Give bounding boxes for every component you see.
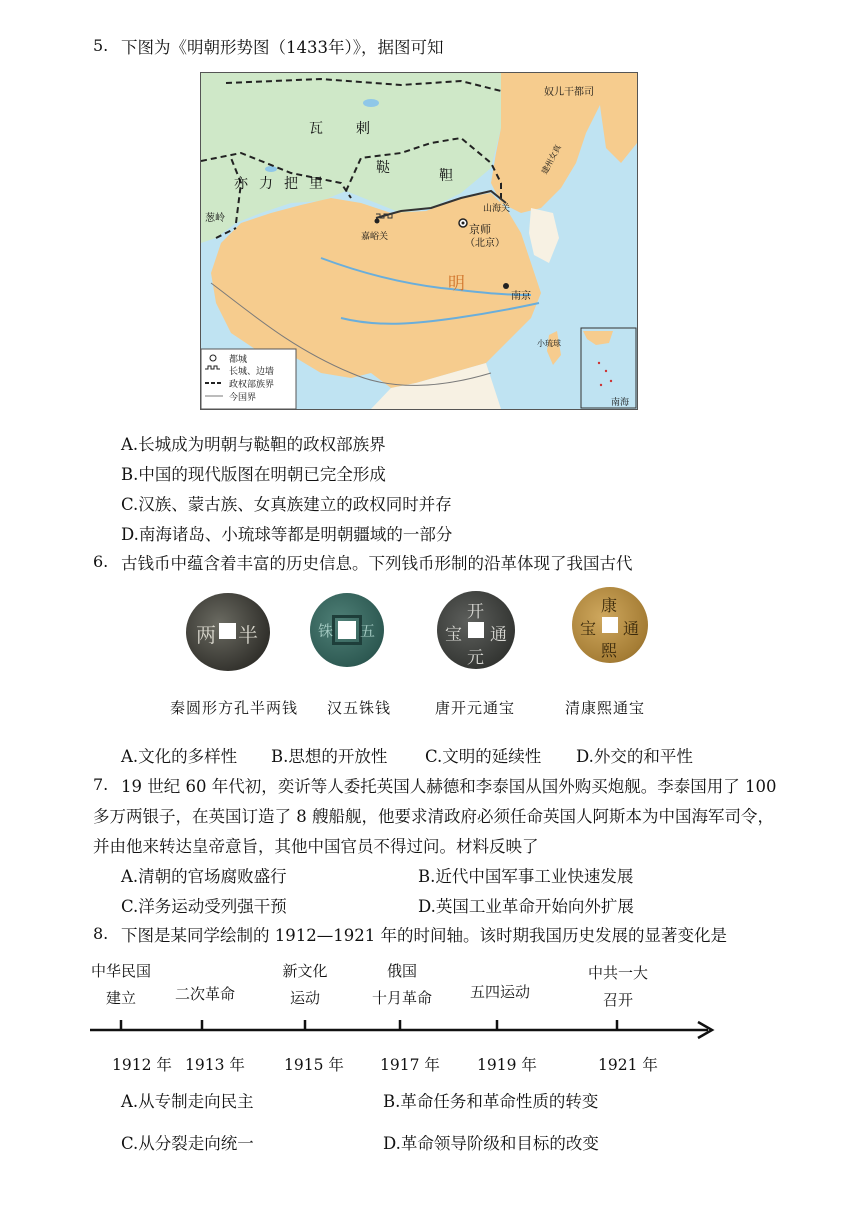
map-label-nanjing: 南京	[511, 291, 531, 302]
coin-label-han: 汉五铢钱	[327, 699, 392, 717]
coin-qing-glyph-right: 通	[623, 619, 640, 638]
q7-option-b[interactable]: B.近代中国军事工业快速发展	[418, 867, 634, 886]
timeline-event-1912-line2: 建立	[105, 989, 136, 1007]
map-label-xiaoliuqiu: 小琉球	[537, 339, 561, 348]
legend-wall-label: 长城、边墙	[229, 367, 275, 377]
timeline-year-1921: 1921 年	[598, 1056, 658, 1074]
map-label-congling: 葱岭	[205, 213, 225, 224]
timeline-year-1915: 1915 年	[284, 1056, 344, 1074]
q7-option-a[interactable]: A.清朝的官场腐败盛行	[121, 867, 287, 886]
timeline-event-1919	[460, 956, 540, 1006]
timeline-event-1912-line1: 中华民国	[90, 962, 151, 980]
map-label-ming: 明	[448, 274, 465, 294]
q7-option-c[interactable]: C.洋务运动受列强干预	[121, 897, 287, 916]
q5-number: 5.	[93, 36, 109, 55]
q5-option-c[interactable]: C.汉族、蒙古族、女真族建立的政权同时并存	[121, 495, 452, 514]
q8-option-d[interactable]: D.革命领导阶级和目标的改变	[383, 1134, 599, 1153]
coin-label-tang: 唐开元通宝	[435, 699, 516, 717]
coin-qin-glyph-left: 两	[196, 623, 216, 647]
coin-tang-glyph-top: 开	[467, 602, 484, 622]
q5-option-a[interactable]: A.长城成为明朝与鞑靼的政权部族界	[121, 435, 386, 454]
q8-option-a[interactable]: A.从专制走向民主	[121, 1092, 254, 1111]
q8-number: 8.	[93, 924, 109, 943]
map-label-yili-3: 把	[284, 176, 298, 192]
map-label-wala-2: 剌	[356, 121, 370, 137]
q8-option-c[interactable]: C.从分裂走向统一	[121, 1134, 254, 1153]
map-label-jiayuguan: 嘉峪关	[361, 232, 389, 242]
map-label-shanhaiguan: 山海关	[483, 204, 511, 214]
coin-qing-glyph-bottom: 熙	[601, 641, 618, 660]
q6-option-a[interactable]: A.文化的多样性	[121, 747, 238, 766]
timeline-event-1921-line2: 召开	[602, 991, 633, 1009]
timeline-event-1915-line2: 运动	[289, 989, 320, 1007]
map-label-jingshi: 京师	[469, 223, 491, 236]
legend-boundary-label: 政权部族界	[229, 380, 275, 390]
q7-line-2: 多万两银子，在英国订造了 8 艘船舰，他要求清政府必须任命英国人阿斯本为中国海军司令，	[93, 807, 774, 826]
timeline-event-1917	[362, 958, 442, 1012]
timeline-event-1915-line1: 新文化	[282, 962, 328, 980]
timeline-event-1912	[86, 958, 156, 1012]
legend-modern-border-label: 今国界	[229, 393, 257, 403]
coin-tang-glyph-bottom: 元	[467, 648, 484, 668]
q7-line-1: 19 世纪 60 年代初，奕䜣等人委托英国人赫德和李泰国从国外购买炮舰。李泰国用了 100	[121, 777, 777, 796]
coin-qing-glyph-top: 康	[601, 596, 618, 615]
map-label-dada-2: 靼	[439, 168, 453, 184]
map-label-wala-1: 瓦	[309, 121, 323, 137]
map-label-nuergan: 奴儿干都司	[544, 87, 594, 98]
q7-line-3: 并由他来转达皇帝意旨，其他中国官员不得过问。材料反映了	[93, 837, 539, 856]
coin-label-qin: 秦圆形方孔半两钱	[170, 699, 299, 717]
q6-number: 6.	[93, 552, 109, 571]
q8-stem: 下图是某同学绘制的 1912—1921 年的时间轴。该时期我国历史发展的显著变化是	[121, 926, 727, 945]
q6-option-b[interactable]: B.思想的开放性	[271, 747, 388, 766]
map-label-yili-2: 力	[259, 176, 273, 192]
coin-han-glyph-left: 铢	[318, 622, 334, 640]
coin-label-qing: 清康熙通宝	[565, 699, 646, 717]
timeline-event-1917-line2: 十月革命	[371, 989, 432, 1007]
q5-stem: 下图为《明朝形势图（1433年）》，据图可知	[121, 38, 444, 57]
q6-option-d[interactable]: D.外交的和平性	[576, 747, 693, 766]
timeline-year-1917: 1917 年	[380, 1056, 440, 1074]
timeline-event-1921	[578, 960, 658, 1014]
coin-han-glyph-right: 五	[360, 622, 376, 640]
map-label-yili-1: 亦	[234, 176, 248, 192]
q8-option-b[interactable]: B.革命任务和革命性质的转变	[383, 1092, 599, 1111]
legend-capital-label: 都城	[229, 355, 248, 365]
map-label-beijing: （北京）	[465, 238, 505, 249]
timeline-event-1915	[270, 958, 340, 1012]
coin-qin-glyph-right: 半	[238, 623, 258, 647]
timeline-event-1919-line2: 五四运动	[469, 983, 530, 1001]
timeline-event-1913-line2: 二次革命	[174, 985, 235, 1003]
coin-tang-glyph-right: 通	[490, 625, 507, 645]
timeline-year-1913: 1913 年	[185, 1056, 245, 1074]
timeline-year-1912: 1912 年	[112, 1056, 172, 1074]
timeline-event-1921-line1: 中共一大	[587, 964, 648, 982]
q6-option-c[interactable]: C.文明的延续性	[425, 747, 542, 766]
map-label-yili-4: 里	[309, 176, 323, 192]
q5-option-d[interactable]: D.南海诸岛、小琉球等都是明朝疆域的一部分	[121, 525, 453, 544]
map-label-jianzhou: 建州女真	[539, 143, 563, 176]
coin-tang-glyph-left: 宝	[445, 625, 462, 645]
coin-qing-glyph-left: 宝	[580, 619, 597, 638]
q7-number: 7.	[93, 775, 109, 794]
q6-stem: 古钱币中蕴含着丰富的历史信息。下列钱币形制的沿革体现了我国古代	[121, 554, 633, 573]
q7-option-d[interactable]: D.英国工业革命开始向外扩展	[418, 897, 634, 916]
timeline-year-1919: 1919 年	[477, 1056, 537, 1074]
map-label-nanhai: 南海	[611, 398, 630, 408]
timeline-event-1917-line1: 俄国	[386, 962, 417, 980]
timeline-event-1913	[167, 958, 243, 1008]
q5-option-b[interactable]: B.中国的现代版图在明朝已完全形成	[121, 465, 386, 484]
map-label-dada-1: 鞑	[376, 160, 390, 176]
